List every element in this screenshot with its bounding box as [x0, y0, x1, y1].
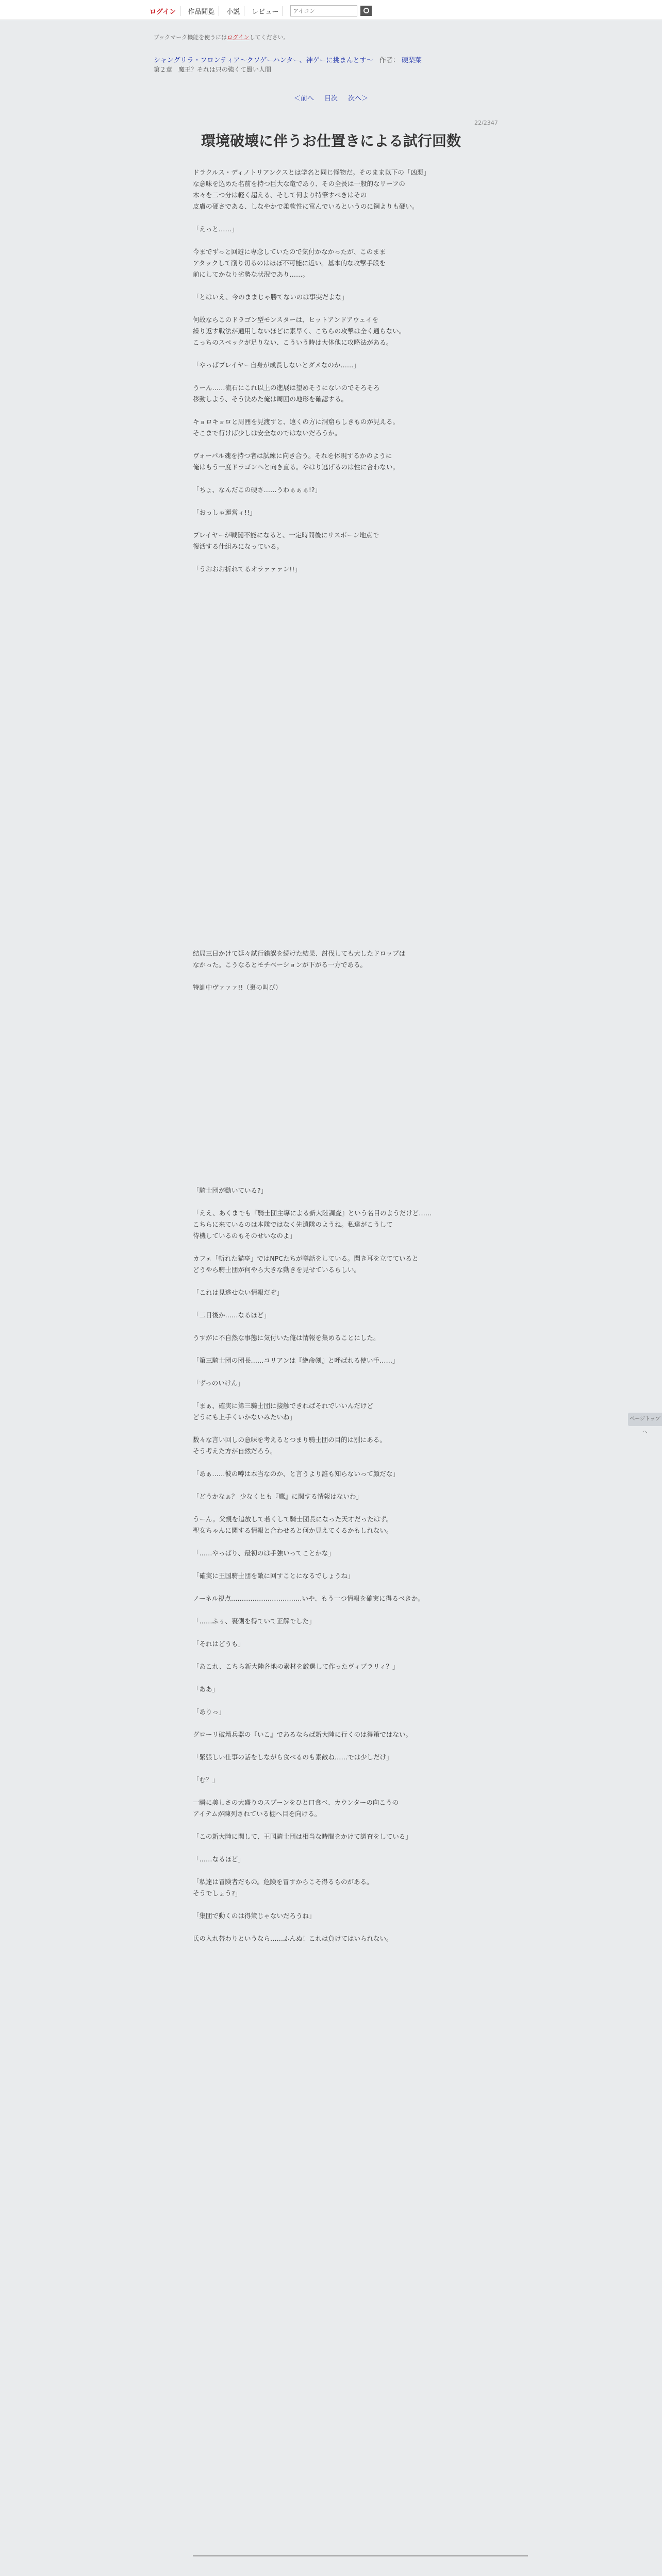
text-line: 「む？」	[193, 1776, 219, 1784]
text-line	[193, 1672, 474, 1684]
chapter-body-part3	[193, 1185, 474, 1944]
text-line: 「えっと……」	[193, 225, 238, 233]
text-line: グローリ破壊兵器の『いこ』であるならば新大陸に行くのは得策ではない。	[193, 1731, 412, 1738]
text-line: 「ああ」	[193, 1685, 219, 1693]
text-line: 「二日後か……なるほど」	[193, 1311, 271, 1319]
text-line: 「この新大陸に関して、王国騎士団は相当な時間をかけて調査をしている」	[193, 1833, 412, 1840]
text-line: 「とはいえ、今のままじゃ勝てないのは事実だよな」	[193, 293, 348, 301]
text-line	[193, 1650, 474, 1661]
prev-link[interactable]: ＜前へ	[293, 95, 314, 103]
text-line: 俺はもう一度ドラゴンへと向き直る。やはり逃げるのは性に合わない。	[193, 463, 400, 471]
top-nav	[150, 5, 372, 16]
text-line: 「これは見逃せない情報だぞ」	[193, 1289, 284, 1296]
text-line: 「騎士団が動いている?」	[193, 1187, 268, 1194]
text-line: な意味を込めた名前を持つ巨大な竜であり、その全長は一般的なリーフの	[193, 180, 405, 188]
text-line	[193, 1366, 474, 1378]
text-line: うーん。父親を追放して若くして騎士団長になった天才だったはず。	[193, 1515, 393, 1523]
text-line: ノーネル視点……………………………いや、もう一つ情報を確実に得るべきか。	[193, 1595, 424, 1602]
text-line: 「それはどうも」	[193, 1640, 245, 1648]
text-line	[193, 348, 474, 360]
text-line: 「緊張しい仕事の話をしながら食べるのも素敵ね……では少しだけ」	[193, 1753, 393, 1761]
text-line: なかった。こうなるとモチベーションが下がる一方である。	[193, 961, 367, 969]
text-line: プレイヤーが戦闘不能になると、一定時間後にリスポーン地点で	[193, 531, 379, 539]
text-line: 「……やっぱり、最初のは手強いってことかな」	[193, 1549, 335, 1557]
text-line: どうにも上手くいかないみたいね」	[193, 1413, 296, 1421]
text-line	[193, 212, 474, 224]
text-line: 「おっしゃ運営ィ!!」	[193, 509, 256, 516]
nav-item-novel[interactable]: 小説	[222, 6, 244, 16]
text-line: 「……なるほど」	[193, 1855, 245, 1863]
text-line	[193, 1502, 474, 1514]
text-line: こっちのスペックが足りない、こういう時は大体他に攻略法がある。	[193, 338, 393, 346]
text-line: 一瞬に美しさの大盛りのスプーンをひと口食べ、カウンターの向こうの	[193, 1799, 399, 1806]
text-line: 「ありっ」	[193, 1708, 225, 1716]
text-line: アタックして削り切るのはほぼ不可能に近い。基本的な攻撃手段を	[193, 259, 386, 267]
text-line	[193, 971, 474, 982]
text-line: こちらに来ているのは本隊ではなく先遣隊のようね。私達がこうして	[193, 1221, 393, 1228]
text-line: ヴォーパル魂を持つ者は試練に向き合う。それを体現するかのように	[193, 452, 392, 460]
text-line	[193, 1582, 474, 1593]
text-line: どうやら騎士団が何やら大きな動きを見せているらしい。	[193, 1266, 361, 1274]
text-line: キョロキョロと周囲を見渡すと、遠くの方に洞窟らしきものが見える。	[193, 418, 400, 426]
text-line: 「集団で動くのは得策じゃないだろうね」	[193, 1912, 316, 1920]
author-label: 作者：	[379, 57, 400, 64]
chapter-section-title: 第２章 魔王？それは只の強くて賢い人間	[154, 66, 272, 73]
text-line: 「ええ、あくまでも『騎士団主導による新大陸調査』という名目のようだけど……	[193, 1209, 432, 1217]
text-line	[193, 371, 474, 382]
text-line: 「どうかなぁ？ 少なくとも『鷹』に関する情報はないわ」	[193, 1493, 362, 1500]
text-line	[193, 1842, 474, 1854]
text-line	[193, 1457, 474, 1468]
text-line	[193, 1344, 474, 1355]
text-line: 前にしてかなり劣勢な状況であり……。	[193, 270, 309, 278]
text-line: そう考えた方が自然だろう。	[193, 1447, 277, 1455]
toc-link[interactable]: 目次	[324, 95, 338, 103]
bookmark-login-link[interactable]: ログイン	[227, 34, 250, 41]
text-line: そうでしょう?」	[193, 1889, 242, 1897]
text-line	[193, 1242, 474, 1253]
text-line: ドラクルス・ディノトリアンクスとは学名と同じ怪物だ。そのまま以下の「凶悪」	[193, 168, 430, 176]
text-line	[193, 1695, 474, 1706]
text-line: 数々な言い回しの意味を考えるとつまり騎士団の目的は別にある。	[193, 1436, 386, 1444]
text-line	[193, 439, 474, 450]
text-line	[193, 1865, 474, 1876]
login-link[interactable]: ログイン	[150, 6, 180, 16]
nav-item-review[interactable]: レビュー	[247, 6, 283, 16]
text-line	[193, 552, 474, 564]
text-line: 木々を二つ分は軽く超える、そして何より特筆すべきはその	[193, 191, 367, 199]
text-line	[193, 1423, 474, 1434]
chapter-number: 22/2347	[474, 120, 498, 126]
text-line: 「うおおお折れてるオラァァァン!!」	[193, 565, 301, 573]
text-line	[193, 235, 474, 246]
bookmark-note: ブックマーク機能を使うにはログインしてください。	[154, 34, 289, 41]
text-line	[193, 518, 474, 530]
text-line	[193, 1321, 474, 1332]
pager-top	[0, 93, 662, 103]
text-line: 「確実に王国騎士団を敵に回すことになるでしょうね」	[193, 1572, 354, 1580]
text-line	[193, 1298, 474, 1310]
top-bar	[0, 0, 662, 20]
chapter-body	[193, 167, 474, 575]
text-line: 「……ふぅ、裏側を得ていて正解でした」	[193, 1617, 316, 1625]
text-line	[193, 1389, 474, 1400]
text-line	[193, 473, 474, 484]
text-line: 「やっぱプレイヤー自身が成長しないとダメなのか……」	[193, 361, 360, 369]
text-line	[193, 1480, 474, 1491]
text-line	[193, 1559, 474, 1570]
text-line: 「第三騎士団の団長……コリアンは『絶命剣』と呼ばれる使い手……」	[193, 1357, 399, 1364]
text-line	[193, 1922, 474, 1933]
nav-item-browse[interactable]: 作品閲覧	[184, 6, 219, 16]
chapter-body-part2	[193, 948, 474, 993]
text-line: 復活する仕組みになっている。	[193, 543, 284, 550]
text-line: 繰り返す戦法が通用しないほどに素早く、こちらの攻撃は全く通らない。	[193, 327, 406, 335]
author-link[interactable]: 硬梨菜	[401, 57, 422, 64]
text-line: 移動しよう、そう決めた俺は周囲の地形を確認する。	[193, 395, 348, 403]
text-line	[193, 1718, 474, 1729]
text-line	[193, 1627, 474, 1638]
next-link[interactable]: 次へ＞	[348, 95, 369, 103]
text-line	[193, 405, 474, 416]
scroll-top-button[interactable]: ページトップへ	[628, 1413, 662, 1426]
text-line	[193, 280, 474, 292]
text-line: うすがに不自然な事態に気付いた俺は情報を集めることにした。	[193, 1334, 380, 1342]
text-line: 「ちょ、なんだこの硬さ……うわぁぁぁ!?」	[193, 486, 322, 494]
text-line	[193, 1899, 474, 1910]
text-line: 特訓中ヴァァァ!!（裏の叫び）	[193, 984, 282, 991]
afterword-divider	[193, 2555, 528, 2556]
text-line	[193, 1786, 474, 1797]
search-input[interactable]	[290, 5, 357, 16]
text-line: 今までずっと回避に専念していたので気付かなかったが、このまま	[193, 248, 386, 256]
text-line	[193, 1536, 474, 1548]
text-line: うーん……流石にこれ以上の進展は望めそうにないのでそろそろ	[193, 384, 380, 392]
text-line: 氏の入れ替わりというなら……ふんぬ！これは負けてはいられない。	[193, 1935, 393, 1942]
text-line	[193, 303, 474, 314]
text-line: アイテムが陳列されている棚へ目を向ける。	[193, 1810, 321, 1818]
series-title[interactable]: シャングリラ・フロンティア〜クソゲーハンター、神ゲーに挑まんとす〜 作者： 硬梨菜	[154, 57, 422, 64]
text-line: 聖女ちゃんに関する情報と合わせると何か見えてくるかもしれない。	[193, 1527, 393, 1534]
text-line	[193, 1276, 474, 1287]
text-line: カフェ「斬れた猫亭」ではNPCたちが噂話をしている。聞き耳を立てていると	[193, 1255, 419, 1262]
text-line	[193, 1740, 474, 1752]
text-line: 「ずっのいけん」	[193, 1379, 244, 1387]
text-line	[193, 1820, 474, 1831]
text-line: 「あこれ、こちら新大陸各地の素材を厳選して作ったヴィブラリィ？」	[193, 1663, 399, 1670]
text-line	[193, 1196, 474, 1208]
text-line: そこまで行けば少しは安全なのではないだろうか。	[193, 429, 341, 437]
text-line: 「まぁ、確実に第三騎士団に接触できればそれでいいんだけど	[193, 1402, 374, 1410]
text-line	[193, 496, 474, 507]
text-line: 「あぁ……彼の噂は本当なのか、と言うより誰も知らないって顔だな」	[193, 1470, 399, 1478]
text-line	[193, 1763, 474, 1774]
text-line: 皮膚の硬さである、しなやかで柔軟性に富んでいるというのに鋼よりも硬い。	[193, 202, 419, 210]
search-icon[interactable]	[360, 6, 372, 16]
text-line: 「私達は冒険者だもの。危険を冒すからこそ得るものがある。	[193, 1878, 373, 1886]
text-line: 待機しているのもそのせいなのよ」	[193, 1232, 296, 1240]
text-line: 結局三日かけて延々試行錯誤を続けた結果、討伐しても大したドロップは	[193, 950, 406, 957]
text-line: 何故ならこのドラゴン型モンスターは、ヒットアンドアウェイを	[193, 316, 379, 324]
text-line	[193, 1604, 474, 1616]
chapter-title: 環境破壊に伴うお仕置きによる試行回数	[201, 132, 461, 149]
